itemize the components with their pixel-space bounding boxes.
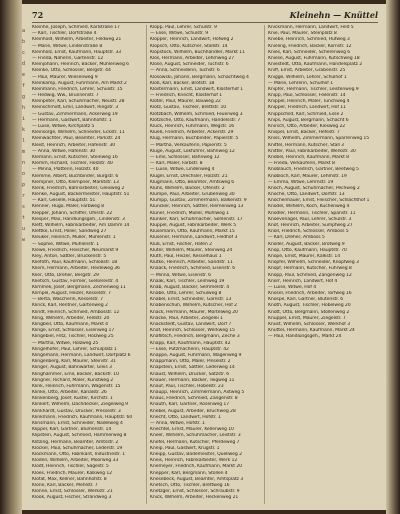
edge-fragment: d <box>22 61 26 67</box>
directory-entry: Knust, Wilhelm, Schlosser, Werkhof 3 <box>268 322 350 327</box>
directory-entry: — Luise, Witwe, Hof 4 <box>268 284 317 290</box>
directory-entry: Kniese, August, Fuhrmann, Kutschweg 18 <box>268 55 360 61</box>
directory-entry: Kloes, Friedrich, Maurer, Kalkweg 12 <box>32 470 112 476</box>
directory-entry: Knappe, August, Fuhrmann, Wagenweg 9 <box>150 352 242 358</box>
directory-entry: — Marie, Lehrerin, Schulhof 1 <box>268 80 333 86</box>
directory-entry: Klopp, Paul, Lehrer, Schulstr. 9 <box>150 25 217 30</box>
directory-entry: Klotzbach, Wilhelm, Schmied, Feuerweg 3 <box>150 111 243 117</box>
directory-entry: Klos, Hermann, Arbeiter, Lehmweg 27 <box>150 55 235 61</box>
edge-fragment: o <box>22 171 26 177</box>
edge-fragment: r <box>22 193 26 199</box>
directory-entry: Knope, Ernst, Maurer, Kalkstr. 14 <box>268 253 341 259</box>
edge-fragment: f <box>22 83 26 89</box>
directory-entry: Klingenberg, Karl, Maurer, Steinstr. 31 <box>32 359 116 365</box>
directory-entry: — Berta, Wäscherin, Kesselstr. 7 <box>32 297 103 303</box>
directory-entry: Klenke, August, Bäckermeister, Hauptstr. 51 <box>32 192 130 198</box>
directory-entry: Klinkert, Wilhelm, Dachdecker, Ziegelweg 9 <box>32 402 128 408</box>
book-gutter <box>0 0 22 514</box>
directory-entry: Klinge, Ernst, Schlosser, Eisenweg 17 <box>32 328 115 334</box>
directory-entry: Kleist, Heinrich, Arbeiter, Hafenstr. 30 <box>32 142 116 148</box>
directory-entry: Knösel, Friedrich, Arbeiter, Torfweg 16 <box>268 291 352 297</box>
directory-entry: Knödel, Wilhelm, Koch, Küchenweg 4 <box>268 204 350 210</box>
directory-entry: Knigge, Wilhelm, Lehrer, Schulhof 1 <box>268 74 347 80</box>
directory-entry: Knack, Hermann, Maurer, Mörtelweg 20 <box>150 309 238 315</box>
directory-entry: Klostermann, Ernst, Landwirt, Klosterhof 1 <box>150 86 243 92</box>
directory-entry: Knackstedt, Gustav, Landwirt, Dorf 7 <box>150 322 232 327</box>
directory-entry: Knof, Heinrich, Arbeiter, Sumpfweg 27 <box>268 223 353 228</box>
directory-entry: Klöter, Paul, Maurer, Bauweg 22 <box>150 99 221 105</box>
edge-fragment: p <box>22 182 26 188</box>
directory-entry: Kniss, Wilhelm, Zimmermann, Sparrenweg 15 <box>268 136 370 142</box>
directory-entry: — Karl, Maler, Farbstr. 8 <box>150 161 203 167</box>
directory-entry: Klipstein, August, Schmied, Hammerweg 8 <box>32 433 127 439</box>
edge-fragment: k <box>22 127 26 133</box>
directory-entry: Klettke, Ernst, Polier, Sandweg 27 <box>32 229 107 235</box>
directory-entry: Knab, August, Bäcker, Semmelstr. 4 <box>150 284 230 290</box>
directory-entry: — Martha, Verkäuferin, Papierstr. 5 <box>150 142 227 148</box>
page-edge <box>386 0 400 514</box>
directory-entry: Knoll, Friedrich, Schlosser, Amboss 5 <box>268 229 349 235</box>
directory-entry: Knospe, Karl, Gärtner, Blütenstr. 6 <box>268 297 344 303</box>
edge-fragment: c <box>22 50 26 56</box>
directory-entry: Knesebeck, August, Beamter, Amtsplatz 3 <box>150 476 244 482</box>
directory-entry: Klindt, Heinrich, Schmied, Ambosstr. 12 <box>32 309 120 315</box>
edge-fragment: m <box>22 149 26 155</box>
directory-entry: Kneis, Heinrich, Fabrikarbeiter, Werk 12 <box>150 458 238 464</box>
directory-entry: Kleinmann, Friedrich, Lehrer, Schulstr. 15 <box>32 86 123 92</box>
directory-entry: Knäbel, Ernst, Schneider, Garnstr. 13 <box>150 297 232 303</box>
directory-entry: Knaflitsch, Friedrich, Bergmann, Zeche 3 <box>150 334 240 340</box>
directory-entry: Knabenschuh, Wilhelm, Kutscher, Hof 2 <box>150 303 237 309</box>
directory-entry: Kleinwächter, Paul, Beamter, Parkstr. 24 <box>32 136 121 142</box>
directory-entry: Klemann, Ernst, Kutscher, Steinweg 16 <box>32 154 118 160</box>
directory-entry: Knappmann, Otto, Maler, Pinselstr. 2 <box>150 359 231 365</box>
edge-fragment: b <box>22 39 26 45</box>
directory-entry: Knöller, August, Bäcker, Brotweg 9 <box>268 241 345 247</box>
directory-entry: — Luise, Witwe, Lindenweg 4 <box>150 167 215 173</box>
directory-entry: Klüter, Wilhelm, Maurer, Steinweg 24 <box>150 247 233 253</box>
header-rule <box>32 22 378 23</box>
directory-entry: Klügel, Ernst, Drechsler, Holzstr. 21 <box>150 173 228 179</box>
directory-entry: Kley, Anton, Sattler, Brückenstr. 5 <box>32 253 107 259</box>
directory-entry: Knemeyer, Friedrich, Kaufmann, Markt 20 <box>150 464 242 470</box>
directory-entry: Knaack, Friedrich, Schmied, Eisenstr. 6 <box>150 266 236 272</box>
directory-entry: Klusemann, Otto, Kaufmann, Markt 15 <box>150 229 235 235</box>
directory-entry: Klenk, Friedrich, Bahnarbeiter, Gleisweg 2 <box>32 185 125 191</box>
directory-entry: Klimmek, Josef, Bergmann, Zechenweg 11 <box>32 284 126 290</box>
edge-fragment: s <box>22 204 26 210</box>
directory-entry: Klosowski, Johann, Bergmann, Schachtweg 4 <box>150 74 249 80</box>
directory-entry: Klotzsche, Otto, Kaufmann, Handelsstr. 7 <box>150 117 241 123</box>
directory-entry: Klueß, Friedrich, Arbeiter, Ackerstr. 29 <box>150 130 234 136</box>
directory-entry: Knoblauch, Friedrich, Gärtner, Beetweg 5 <box>268 167 359 173</box>
directory-entry: Klenner, Hugo, Maler, Farbweg 8 <box>32 204 104 210</box>
directory-entry: Klüner, Friedrich, Müller, Mühlweg 1 <box>150 210 229 216</box>
directory-entry: Kniff, Ernst, Arbeiter, Grabenstr. 25 <box>268 68 346 74</box>
directory-entry: Klemme, Albert, Buchbinder, Burgstr. 6 <box>32 173 119 179</box>
directory-entry: Kluck, Heinrich, Fuhrmann, Wegstr. 16 <box>150 124 235 129</box>
directory-entry: Klimpel, August, Heizer, Kesselstr. 7 <box>32 291 111 297</box>
directory-entry: Knapp, Karl, Kaufmann, Hauptstr. 42 <box>150 340 231 346</box>
directory-entry: Kleinjohann, Heinrich, Bäcker, Mühlenweg 6 <box>32 62 129 68</box>
directory-entry: Knobel, Heinrich, Kaufmann, Markt 8 <box>268 154 349 160</box>
directory-entry: Klüppel, August, Fabrikarbeiter, Werk 5 <box>150 223 237 228</box>
directory-entry: Klöpper, Heinrich, Landwirt, Hofweg 2 <box>150 37 234 43</box>
directory-entry: Knöpfel, Wilhelm, Schneider, Knopfweg 3 <box>268 260 359 266</box>
directory-columns <box>32 25 378 504</box>
directory-entry: — Anna, Schneiderin, Tuchstr. 6 <box>150 68 220 74</box>
directory-entry: Klippel, Karl, Gärtner, Blumenstr. 14 <box>32 427 112 433</box>
directory-entry: — Frieda, Näherin, Gartenstr. 12 <box>32 55 104 61</box>
running-head: Kleinehn — Knüttel <box>289 10 378 20</box>
directory-entry: — Hermann, Gastwirt, Bahnhofstr. 1 <box>32 117 112 123</box>
directory-entry: — Sophie, Witwe, Mühlenstr. 1 <box>32 241 100 247</box>
directory-entry: Knopp, Paul, Schmied, Zangenweg 12 <box>268 272 352 278</box>
directory-entry: Kleuker, Heinrich, Müller, Mühlenstr. 1 <box>32 235 116 241</box>
directory-entry: Knipper, Friedrich, Landwirt, Hof 11 <box>268 105 346 111</box>
directory-entry: Knickmann, Hermann, Landwirt, Feld 5 <box>268 25 354 30</box>
directory-entry: Knauer, Hermann, Bäcker, Teigweg 11 <box>150 377 235 383</box>
directory-entry: Knaak, Karl, Tischler, Leimweg 19 <box>150 278 225 284</box>
directory-entry: Kluth, Paul, Heizer, Kesselhaus 1 <box>150 253 222 259</box>
directory-entry: Knüttel, Hermann, Kaufmann, Markt 24 <box>268 328 355 334</box>
directory-entry: Knaupp, Heinrich, Zimmermann, Axtweg 5 <box>150 390 245 396</box>
directory-entry: Klunker, Karl, Schuhmacher, Sohlenstr. 17 <box>150 216 243 222</box>
column-1 <box>32 25 142 504</box>
directory-entry: Knittel, Hermann, Kutscher, Stall 3 <box>268 142 344 148</box>
directory-entry: Kliem, Hermann, Arbeiter, Heideweg 36 <box>32 266 120 272</box>
directory-entry: Kleinschmidt, Emil, Landwirt, Ringstr. 3 <box>32 105 119 111</box>
directory-entry: Klodt, Heinrich, Tischler, Sägestr. 5 <box>32 464 109 470</box>
directory-entry: Knödler, Hermann, Tischler, Spanstr. 11 <box>268 210 356 216</box>
directory-entry: Knacke, Paul, Arbeiter, Ziegelei 1 <box>150 315 223 321</box>
directory-entry: — Frieda, Verkäuferin, Markt 8 <box>268 161 335 167</box>
directory-entry: Kleinke, Otto, Schlosser, Bergstr. 44 <box>32 68 111 74</box>
directory-entry: Kling, Wilhelm, Arbeiter, Feldstr. 20 <box>32 315 110 321</box>
directory-entry: Knirsch, Otto, Arbeiter, Kiesweg 22 <box>268 124 346 129</box>
directory-entry: Klug, Hermann, Buchbinder, Papierstr. 5 <box>150 136 239 142</box>
directory-entry: Knetsch, Otto, Tischler, Brettweg 16 <box>150 482 230 488</box>
column-3 <box>264 25 378 504</box>
directory-entry: Klüsener, Hermann, Landwirt, Feldhof 3 <box>150 235 238 241</box>
directory-entry: Knefel, Hermann, Kutscher, Pferdeweg 7 <box>150 439 240 445</box>
directory-entry: Knauf, Paul, Tischler, Hobelstr. 23 <box>150 383 224 389</box>
directory-entry: Knipp, Paul, Schlosser, Feilenstr. 14 <box>268 93 346 99</box>
directory-entry: Klockmann, Otto, Fabrikant, Industriestr. 1 <box>32 451 125 457</box>
directory-entry: Kleinhe, Joseph, Schmied, Karlstraße 17 <box>32 25 120 30</box>
edge-fragment: h <box>22 105 26 111</box>
directory-page <box>22 4 386 510</box>
column-2 <box>146 25 260 504</box>
directory-entry: Klesper, Max, Handlungsgeh., Lindenstr. 3 <box>32 216 125 222</box>
directory-entry: Knauth, Karl, Gärtner, Rosenweg 17 <box>150 402 230 408</box>
edge-fragment: u <box>22 226 26 232</box>
directory-entry: — Paul, Maurer, Wiesenweg 9 <box>32 74 98 80</box>
directory-entry: — Paul, Handlungsgeh., Markt 24 <box>268 334 342 340</box>
directory-entry: Klinck, Karl, Rentner, Gartenweg 2 <box>32 303 108 309</box>
directory-entry: Kneip, Paul, Gastwirt, Krugstr. 1 <box>150 445 220 451</box>
directory-entry: Klitzing, Hermann, Beamter, Amtsstr. 2 <box>32 439 119 445</box>
directory-entry: Knaf, Heinrich, Schlosser, Werkweg 15 <box>150 328 235 334</box>
directory-entry: Klingebiel, Fritz, Tischler, Holzweg 25 <box>32 334 114 340</box>
page-number: 72 <box>32 10 44 20</box>
directory-entry: Kniestedt, Otto, Kaufmann, Handelsplatz 2 <box>268 62 363 68</box>
directory-entry: Klöne, Karl, Bäcker, Mehlstr. 7 <box>32 482 98 488</box>
directory-entry: — Gustav, Zimmermann, Ackerweg 19 <box>32 111 118 117</box>
directory-entry: Knopf, Hermann, Kutscher, Fuhrweg 8 <box>268 266 352 272</box>
directory-entry: Klietsch, Gustav, Former, Gießereistr. 4 <box>32 278 119 284</box>
directory-entry: Knippel, Heinrich, Maler, Tünchweg 4 <box>268 99 350 105</box>
directory-entry: Klumpe, Paul, Arbeiter, Grubenweg 30 <box>150 192 235 198</box>
directory-entry: Klingemann, Hermann, Landwirt, Dorfplatz 6 <box>32 352 131 358</box>
directory-entry: Kleinhold, Wilhelm, Arbeiter, Feldweg 21 <box>32 37 122 43</box>
directory-entry: Knoche, Otto, Landwirt, Dorfstr. 13 <box>268 192 345 198</box>
directory-entry: Knitter, Paul, Fabrikarbeiter, Werkstr. 30 <box>268 148 356 154</box>
directory-entry: — Emma, Witwe, Lehmstr. 19 <box>268 179 334 185</box>
directory-entry: Kleinkamp, August, Fuhrmann, Am Markt 2 <box>32 80 127 86</box>
directory-entry: Kneer, Wilhelm, Schuhmacher, Leiststr. 3 <box>150 433 241 439</box>
directory-entry: Klöcker, Paul, Schuhmacher, Lederstr. 19 <box>32 445 123 451</box>
edge-fragment: g <box>22 94 26 100</box>
directory-entry: Klingelhöfer, Paul, Lehrer, Schulplatz 1 <box>32 346 117 352</box>
directory-entry: — Karl, Dreher, Amboss 5 <box>268 235 325 241</box>
directory-entry: Knipfer, Hermann, Tischler, Leistenweg 9 <box>268 86 359 92</box>
directory-entry: Klier, Otto, Dreher, Bergstr. 29 <box>32 272 99 278</box>
directory-entry: Knüppel, Ernst, Maurer, Ziegelstr. 7 <box>268 315 346 321</box>
edge-fragment: i <box>22 116 26 122</box>
directory-entry: Klotz, Gustav, Tischler, Brettstr. 10 <box>150 105 227 111</box>
directory-entry: — Hedwig, Ww., Brunnenstr. 7 <box>32 93 99 99</box>
directory-entry: — Anna, Witwe, Hofstr. 1 <box>150 421 205 426</box>
edge-fragment: l <box>22 138 26 144</box>
directory-entry: Knochenhauer, Ernst, Fleischer, Schlachthof 1 <box>268 198 370 204</box>
directory-entry: Klüß, Ernst, Fischer, Hafen 2 <box>150 241 212 247</box>
directory-entry: Knieling, Friedrich, Bäcker, Kornstr. 12 <box>268 43 352 49</box>
directory-entry: — Martha, Witwe, Holzweg 25 <box>32 340 99 346</box>
directory-entry: Klinke, Otto, Arbeiter, Kanalstr. 26 <box>32 390 107 396</box>
directory-entry: Knips, August, Bergmann, Schacht 6 <box>268 117 349 123</box>
directory-entry: Knott, Otto, Bergmann, Stollenweg 2 <box>268 309 350 315</box>
directory-entry: Klopsch, Otto, Kutscher, Stallstr. 14 <box>150 43 228 49</box>
directory-entry: Klopstock, Wilhelm, Buchhändler, Markt 11 <box>150 49 245 55</box>
directory-entry: Kluge, August, Lokführer, Bahnweg 12 <box>150 148 235 154</box>
directory-entry: Klinger, August, Bahnwärter, Gleis 3 <box>32 365 112 371</box>
directory-entry: Klumpp, Gustav, Zimmermann, Balkenstr. 9 <box>150 198 247 204</box>
directory-entry: Knetzger, Ernst, Schlosser, Schraubstr. 9 <box>150 489 240 495</box>
directory-entry: — Minna, Witwe, Eisenstr. 6 <box>150 272 211 278</box>
directory-entry: Klinghammer, Emil, Bäcker, Backstr. 10 <box>32 371 119 377</box>
directory-entry: Knies, Karl, Schneider, Scherenweg 6 <box>268 49 351 55</box>
directory-entry: Kleinsorge, Wilhelm, Schneider, Eckstr. 11 <box>32 130 125 136</box>
directory-entry: Knebel, August, Arbeiter, Bruchweg 28 <box>150 408 236 414</box>
directory-entry: Kneipp, Gustav, Bademeister, Quellweg 2 <box>150 451 242 457</box>
directory-entry: Knecht, Otto, Landwirt, Hofstr. 1 <box>150 414 221 420</box>
directory-entry: Knick, Wilhelm, Arbeiter, Heckenweg 21 <box>150 495 239 501</box>
directory-entry: Knippschild, Karl, Schmied, Esse 2 <box>268 111 344 117</box>
directory-entry: Kluhs, Wilhelm, Bäcker, Ofenstr. 2 <box>150 185 225 191</box>
directory-entry: — Karl, Tischler, Dorfstraße 4 <box>32 31 97 37</box>
edge-fragment: n <box>22 160 26 166</box>
directory-entry: Klepper, Johann, Schiffer, Uferstr. 22 <box>32 210 113 216</box>
directory-entry: Klinkenberg, Josef, Küster, Kirchstr. 1 <box>32 396 113 402</box>
directory-entry: Knop, Otto, Kaufmann, Hauptstr. 70 <box>268 247 347 253</box>
edge-fragment: t <box>22 215 26 221</box>
directory-entry: Knoevenagel, Paul, Lehrer, Schulstr. 3 <box>268 216 352 222</box>
directory-entry: Klook, August, Fischer, Strandweg 3 <box>32 495 112 501</box>
edge-fragment: a <box>22 28 26 34</box>
directory-entry: Knabe, Otto, Lehrer, Schulweg 8 <box>150 291 222 297</box>
directory-entry: — Elise, Putzmacherin, Hauptstr. 42 <box>150 346 229 352</box>
page-header <box>32 10 378 22</box>
directory-entry: Klempner, Otto, Klempner, Marktstr. 13 <box>32 179 119 185</box>
directory-entry: Klett, Wilhelm, Fabrikarbeiter, Am Damm 14 <box>32 223 130 228</box>
directory-entry: — Luise, Witwe, Kirchplatz 5 <box>32 124 95 129</box>
directory-entry: Kniebe, Heinrich, Schmied, Hufweg 3 <box>268 37 350 43</box>
directory-entry: — Friedrich, Knecht, Klosterhof 1 <box>150 93 223 99</box>
directory-entry: Klingbeil, Otto, Kaufmann, Markt 4 <box>32 322 108 327</box>
directory-entry: Klöden, Wilhelm, Arbeiter, Moorweg 33 <box>32 458 119 464</box>
directory-entry: Klemm, Richard, Tischler, Holzstr. 40 <box>32 161 113 167</box>
directory-entry: — Karl, Geselle, Hauptstr. 51 <box>32 198 96 204</box>
directory-entry: Klink, Heinrich, Fuhrmann, Wagenstr. 15 <box>32 383 121 389</box>
directory-entry: Knie, Paul, Maurer, Steinplatz 8 <box>268 31 337 37</box>
directory-entry: Klugmann, Otto, Beamter, Amtsweg 6 <box>150 179 235 185</box>
directory-entry: Klutke, Heinrich, Arbeiter, Sandstr. 11 <box>150 260 233 266</box>
directory-entry: Knobloch, Karl, Maurer, Lehmstr. 19 <box>268 173 347 179</box>
directory-entry: — Anna, Witwe, Hafenstr. 30 <box>32 148 96 154</box>
directory-entry: — Emil, Schlosser, Bahnweg 12 <box>150 154 220 160</box>
directory-entry: Kleinholz, Ernst, Kaufmann, Hauptstr. 33 <box>32 49 122 55</box>
directory-entry: Knepper, Karl, Bergmann, Stollen 4 <box>150 470 228 476</box>
directory-entry: Klingner, Richard, Maler, Kunstweg 2 <box>32 377 114 383</box>
directory-entry: Klönne, Ernst, Schlosser, Werkstr. 21 <box>32 489 113 495</box>
directory-entry: Kleinpeter, Karl, Schuhmacher, Neustr. 28 <box>32 99 125 105</box>
edge-fragment: e <box>22 72 26 78</box>
directory-entry: Knispel, Ernst, Bäcker, Hefestr. 7 <box>268 130 340 136</box>
directory-entry: Knorr, Heinrich, Landwirt, Hof 4 <box>268 278 338 284</box>
directory-entry: Klose, August, Schneider, Tuchstr. 6 <box>150 62 229 68</box>
facing-page-edge <box>22 26 30 506</box>
directory-entry: Kluncker, Heinrich, Sattler, Riemenweg 13 <box>150 204 244 210</box>
directory-entry: Kliefoth, Paul, Kaufmann, Schloßstr. 18 <box>32 260 118 266</box>
directory-entry: Knapstein, Ernst, Sattler, Lederweg 14 <box>150 365 235 371</box>
directory-entry: Klinkmann, Friedrich, Kaufmann, Hauptstr. 60 <box>32 414 133 420</box>
directory-entry: Knoch, August, Schuhmacher, Pechweg 2 <box>268 185 360 191</box>
directory-entry: Kloß, Karl, Bäcker, Brotstr. 18 <box>150 80 215 86</box>
directory-entry: Knaus, Friedrich, Schmied, Zangenstr. 8 <box>150 396 238 402</box>
directory-entry: — Elise, Witwe, Schulstr. 9 <box>150 31 209 37</box>
edge-fragment: w <box>22 237 26 243</box>
directory-entry: — Marie, Witwe, Lindenstraße 8 <box>32 43 103 49</box>
directory-entry: Knaust, Wilhelm, Drucker, Satzstr. 6 <box>150 371 230 377</box>
directory-entry: Klinkhardt, Gustav, Drucker, Pressestr. 3 <box>32 408 121 414</box>
directory-entry: Klewe, Friedrich, Fleischer, Neumarkt 9 <box>32 247 119 253</box>
directory-entry: Knechtel, Ernst, Maurer, Kellenweg 10 <box>150 427 234 433</box>
directory-entry: Klofat, Max, Kellner, Bahnhofstr. 8 <box>32 476 107 482</box>
directory-entry: — Minna, Plätterin, Holzstr. 40 <box>32 167 99 173</box>
directory-entry: Klinsmann, Ernst, Schneider, Nadelweg 4 <box>32 421 123 426</box>
directory-entry: Knoth, August, Tischler, Hobelweg 20 <box>268 303 351 309</box>
